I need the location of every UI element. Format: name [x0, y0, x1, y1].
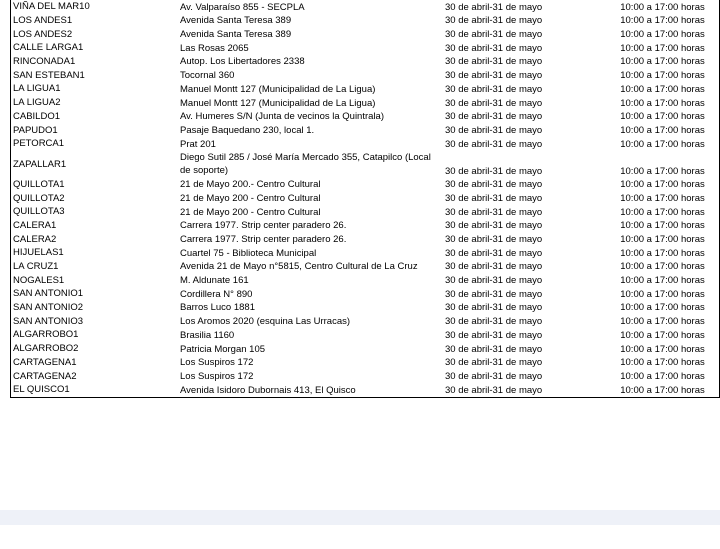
- address-cell: Prat 201: [180, 138, 216, 150]
- hours-cell: 10:00 a 17:00 horas: [620, 357, 705, 369]
- dates-cell: 30 de abril-31 de mayo: [445, 275, 543, 287]
- address-cell: Cordillera N° 890: [180, 288, 253, 300]
- site-cell: LA LIGUA2: [13, 97, 61, 109]
- dates-cell: 30 de abril-31 de mayo: [445, 302, 543, 314]
- site-cell: CALERA2: [13, 233, 57, 245]
- address-cell: Carrera 1977. Strip center paradero 26.: [180, 234, 347, 245]
- site-cell: ZAPALLAR1: [13, 158, 67, 170]
- hours-cell: 10:00 a 17:00 horas: [620, 275, 705, 287]
- address-cell: Cuartel 75 - Biblioteca Municipal: [180, 247, 317, 259]
- dates-cell: 30 de abril-31 de mayo: [445, 138, 543, 150]
- dates-cell: 30 de abril-31 de mayo: [445, 97, 543, 109]
- address-cell: 21 de Mayo 200 - Centro Cultural: [180, 206, 321, 218]
- site-cell: CALERA1: [13, 219, 57, 231]
- dates-cell: 30 de abril-31 de mayo: [445, 343, 543, 355]
- site-cell: EL QUISCO1: [13, 384, 70, 396]
- dates-cell: 30 de abril-31 de mayo: [445, 370, 543, 382]
- address-cell: Manuel Montt 127 (Municipalidad de La Ligua): [180, 83, 376, 95]
- hours-cell: 10:00 a 17:00 horas: [620, 15, 705, 27]
- site-cell: RINCONADA1: [13, 56, 76, 68]
- hours-cell: 10:00 a 17:00 horas: [620, 70, 705, 82]
- table-row: [11, 301, 720, 315]
- table-row: [11, 369, 720, 383]
- address-cell: 21 de Mayo 200.- Centro Cultural: [180, 179, 321, 191]
- table-row: [11, 82, 720, 96]
- hours-cell: 10:00 a 17:00 horas: [620, 1, 705, 13]
- site-cell: CARTAGENA1: [13, 356, 77, 368]
- hours-cell: 10:00 a 17:00 horas: [620, 384, 705, 396]
- dates-cell: 30 de abril-31 de mayo: [445, 316, 543, 328]
- hours-cell: 10:00 a 17:00 horas: [620, 42, 705, 54]
- table-row: [11, 314, 720, 328]
- table-row: [11, 342, 720, 356]
- dates-cell: 30 de abril-31 de mayo: [445, 179, 543, 191]
- hours-cell: 10:00 a 17:00 horas: [620, 302, 705, 314]
- address-cell: Diego Sutil 285 / José María Mercado 355, Catapilco (Local de soporte): [180, 151, 431, 177]
- hours-cell: 10:00 a 17:00 horas: [620, 83, 705, 95]
- address-cell: Pasaje Baquedano 230, local 1.: [180, 124, 315, 136]
- site-cell: ALGARROBO1: [13, 329, 79, 341]
- table-row: [11, 0, 720, 14]
- table-row: [11, 232, 720, 246]
- hours-cell: 10:00 a 17:00 horas: [620, 206, 705, 218]
- address-cell: Avenida Santa Teresa 389: [180, 29, 292, 41]
- table-row: [11, 27, 720, 41]
- address-cell: Autop. Los Libertadores 2338: [180, 56, 305, 68]
- table-row: [11, 178, 720, 192]
- address-cell: Los Suspiros 172: [180, 357, 254, 369]
- dates-cell: 30 de abril-31 de mayo: [445, 192, 543, 204]
- address-cell: Avenida Santa Teresa 389: [180, 15, 292, 27]
- dates-cell: 30 de abril-31 de mayo: [445, 111, 543, 123]
- dates-cell: 30 de abril-31 de mayo: [445, 15, 543, 27]
- hours-cell: 10:00 a 17:00 horas: [620, 329, 705, 341]
- site-cell: CARTAGENA2: [13, 370, 77, 382]
- table-row: [11, 219, 720, 233]
- site-cell: QUILLOTA1: [13, 178, 65, 190]
- table-row: [11, 137, 720, 151]
- hours-cell: 10:00 a 17:00 horas: [620, 261, 705, 273]
- site-cell: LA CRUZ1: [13, 261, 59, 273]
- address-cell: Patricia Morgan 105: [180, 343, 266, 355]
- address-cell: Av. Humeres S/N (Junta de vecinos la Quintrala): [180, 111, 384, 123]
- address-cell: Manuel Montt 127 (Municipalidad de La Ligua): [180, 97, 376, 109]
- address-cell: Avenida Isidoro Dubornais 413, El Quisco: [180, 384, 356, 396]
- table-row: [11, 14, 720, 28]
- table-row: [11, 41, 720, 55]
- site-cell: LA LIGUA1: [13, 83, 61, 95]
- site-cell: ALGARROBO2: [13, 343, 79, 355]
- site-cell: VIÑA DEL MAR10: [13, 1, 90, 13]
- hours-cell: 10:00 a 17:00 horas: [620, 138, 705, 150]
- dates-cell: 30 de abril-31 de mayo: [445, 206, 543, 218]
- address-cell: Los Suspiros 172: [180, 370, 254, 382]
- address-cell: Carrera 1977. Strip center paradero 26.: [180, 220, 347, 232]
- table-row: [11, 151, 720, 178]
- table-row: [11, 287, 720, 301]
- footer-band: [0, 510, 720, 525]
- address-cell: Las Rosas 2065: [180, 42, 249, 54]
- address-cell: Los Aromos 2020 (esquina Las Urracas): [180, 316, 351, 328]
- hours-cell: 10:00 a 17:00 horas: [620, 111, 705, 123]
- hours-cell: 10:00 a 17:00 horas: [620, 220, 705, 232]
- hours-cell: 10:00 a 17:00 horas: [620, 56, 705, 68]
- hours-cell: 10:00 a 17:00 horas: [620, 288, 705, 300]
- dates-cell: 30 de abril-31 de mayo: [445, 357, 543, 369]
- site-cell: PAPUDO1: [13, 124, 58, 136]
- dates-cell: 30 de abril-31 de mayo: [445, 124, 543, 136]
- site-cell: QUILLOTA3: [13, 206, 65, 218]
- site-cell: LOS ANDES1: [13, 15, 73, 27]
- address-cell: M. Aldunate 161: [180, 275, 249, 287]
- dates-cell: 30 de abril-31 de mayo: [445, 288, 543, 300]
- table-row: [11, 328, 720, 342]
- hours-cell: 10:00 a 17:00 horas: [620, 316, 705, 328]
- hours-cell: 10:00 a 17:00 horas: [620, 370, 705, 382]
- dates-cell: 30 de abril-31 de mayo: [445, 384, 543, 396]
- hours-cell: 10:00 a 17:00 horas: [620, 29, 705, 41]
- table-row: [11, 205, 720, 219]
- dates-cell: 30 de abril-31 de mayo: [445, 220, 543, 232]
- table-row: [11, 273, 720, 287]
- table-row: [11, 191, 720, 205]
- dates-cell: 30 de abril-31 de mayo: [445, 83, 543, 95]
- site-cell: NOGALES1: [13, 274, 65, 286]
- site-cell: SAN ANTONIO2: [13, 302, 84, 314]
- dates-cell: 30 de abril-31 de mayo: [445, 42, 543, 54]
- table-row: [11, 110, 720, 124]
- site-cell: SAN ANTONIO3: [13, 315, 84, 327]
- table-row: [11, 383, 720, 397]
- address-cell: Avenida 21 de Mayo n°5815, Centro Cultural de La Cruz: [180, 261, 418, 273]
- site-cell: SAN ESTEBAN1: [13, 69, 85, 81]
- table-row: [11, 68, 720, 82]
- dates-cell: 30 de abril-31 de mayo: [445, 165, 543, 177]
- address-cell: Barros Luco 1881: [180, 302, 255, 314]
- table-row: [11, 356, 720, 370]
- hours-cell: 10:00 a 17:00 horas: [620, 97, 705, 109]
- site-cell: QUILLOTA2: [13, 192, 65, 204]
- dates-cell: 30 de abril-31 de mayo: [445, 234, 543, 245]
- dates-cell: 30 de abril-31 de mayo: [445, 56, 543, 68]
- table-row: [11, 246, 720, 260]
- site-cell: CABILDO1: [13, 110, 60, 122]
- site-cell: LOS ANDES2: [13, 28, 73, 40]
- dates-cell: 30 de abril-31 de mayo: [445, 1, 543, 13]
- site-cell: PETORCA1: [13, 138, 65, 150]
- locations-table: [10, 0, 720, 398]
- table-row: [11, 55, 720, 69]
- hours-cell: 10:00 a 17:00 horas: [620, 165, 705, 177]
- table-body: [11, 0, 720, 397]
- address-cell: 21 de Mayo 200 - Centro Cultural: [180, 192, 321, 204]
- hours-cell: 10:00 a 17:00 horas: [620, 192, 705, 204]
- hours-cell: 10:00 a 17:00 horas: [620, 124, 705, 136]
- site-cell: HIJUELAS1: [13, 247, 64, 259]
- address-cell: Brasilia 1160: [180, 329, 235, 341]
- dates-cell: 30 de abril-31 de mayo: [445, 329, 543, 341]
- hours-cell: 10:00 a 17:00 horas: [620, 343, 705, 355]
- dates-cell: 30 de abril-31 de mayo: [445, 29, 543, 41]
- hours-cell: 10:00 a 17:00 horas: [620, 234, 705, 245]
- site-cell: SAN ANTONIO1: [13, 288, 84, 300]
- address-cell: Av. Valparaíso 855 - SECPLA: [180, 1, 305, 13]
- table-row: [11, 123, 720, 137]
- dates-cell: 30 de abril-31 de mayo: [445, 247, 543, 259]
- table-row: [11, 260, 720, 274]
- dates-cell: 30 de abril-31 de mayo: [445, 261, 543, 273]
- hours-cell: 10:00 a 17:00 horas: [620, 247, 705, 259]
- dates-cell: 30 de abril-31 de mayo: [445, 70, 543, 82]
- site-cell: CALLE LARGA1: [13, 42, 84, 54]
- table-row: [11, 96, 720, 110]
- locations-table-grid: [11, 0, 720, 397]
- address-cell: Tocornal 360: [180, 70, 235, 82]
- hours-cell: 10:00 a 17:00 horas: [620, 179, 705, 191]
